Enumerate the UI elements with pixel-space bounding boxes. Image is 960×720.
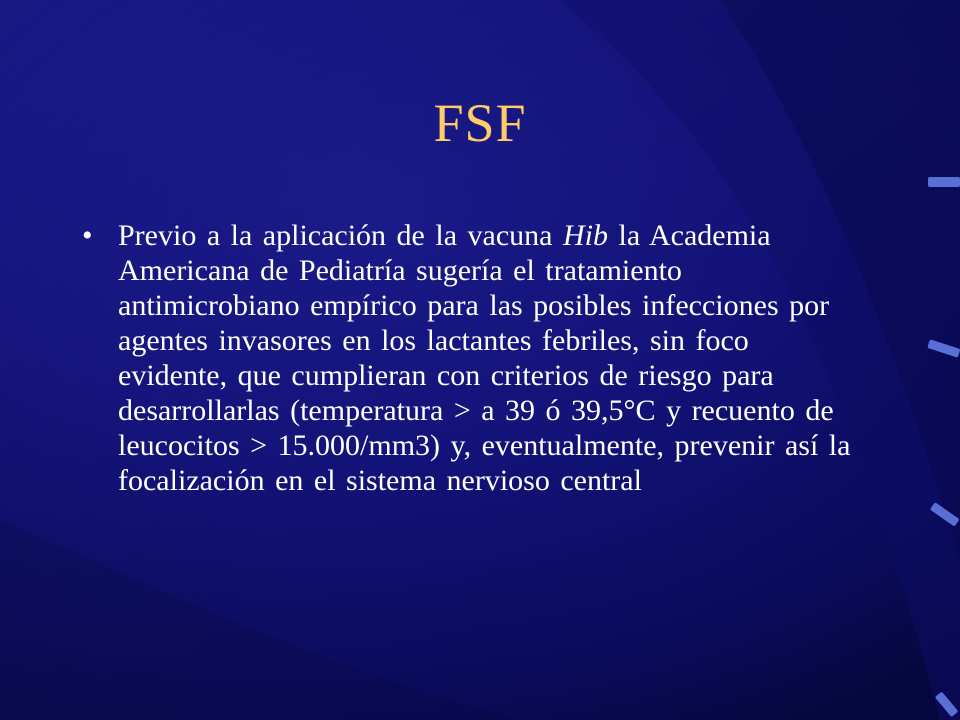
slide-body	[82, 218, 862, 498]
bullet-text-part: Previo a la aplicación de la vacuna	[118, 219, 563, 252]
bullet-text	[118, 218, 862, 498]
accent-stripe	[928, 177, 960, 187]
bullet-text-part: la Academia Americana de Pediatría sugería el tratamiento antimicrobiano empírico para las posibles infecciones por agentes invasores en los lactantes febriles, sin foco evidente, que cumplieran con criterios de riesgo para desarrollarlas (temperatura > a 39 ó 39,5°C y recuento de leucocitos > 15.000/mm3) y, eventualmente, prevenir así la focalización en el sistema nervioso central	[118, 219, 851, 497]
slide-title: FSF	[433, 93, 527, 153]
bullet-item	[82, 218, 862, 498]
bullet-text-italic: Hib	[562, 219, 608, 252]
bullet-marker: •	[82, 219, 93, 252]
